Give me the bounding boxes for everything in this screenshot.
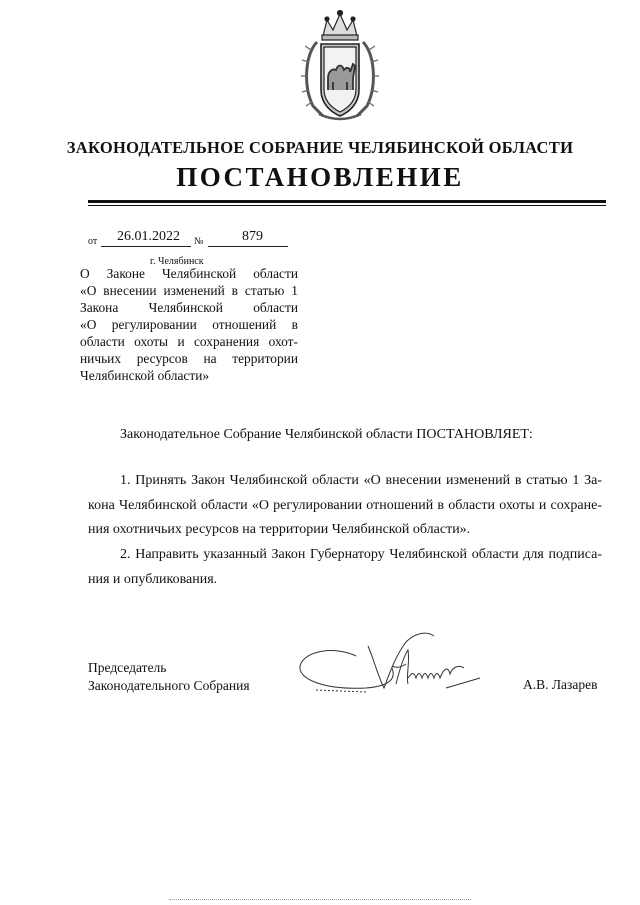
coat-of-arms-icon xyxy=(297,6,383,128)
resolution-item-2 xyxy=(88,543,602,592)
document-subject xyxy=(80,265,298,384)
document-number: 879 xyxy=(242,229,263,244)
page-bottom-dotted-line xyxy=(169,898,471,900)
subject-line: О Законе Челябинской области xyxy=(80,266,298,281)
header-divider-thick xyxy=(88,200,606,203)
organization-title: ЗАКОНОДАТЕЛЬНОЕ СОБРАНИЕ ЧЕЛЯБИНСКОЙ ОБЛАСТИ xyxy=(66,138,574,157)
header-divider-thin xyxy=(88,205,606,206)
paragraph-line: 1. Принять Закон Челябинской области «О внесении изменений в статью 1 За- xyxy=(120,473,602,488)
number-label: № xyxy=(194,236,204,247)
position-line: Председатель xyxy=(88,660,167,675)
paragraph-line: ния и опубликования. xyxy=(88,571,218,587)
city-label: г. Челябинск xyxy=(150,256,204,267)
paragraph-line: ния охотничьих ресурсов на территории Челябинской области». xyxy=(88,522,471,537)
number-underline xyxy=(208,245,288,247)
document-date: 26.01.2022 xyxy=(117,229,180,244)
subject-line: «О регулировании отношений в xyxy=(80,317,298,332)
resolution-item-1 xyxy=(88,469,602,543)
subject-line: Закона Челябинской области xyxy=(80,300,298,315)
handwritten-signature-icon xyxy=(296,628,488,698)
from-label: от xyxy=(88,236,98,247)
signatory-name: А.В. Лазарев xyxy=(523,677,598,692)
paragraph-line: кона Челябинской области «О регулировании отношений в области охоты и сохране- xyxy=(88,497,602,513)
position-line: Законодательного Собрания xyxy=(88,678,250,693)
subject-line: ничьих ресурсов на территории xyxy=(80,351,298,366)
signatory-position xyxy=(88,659,250,695)
document-type-title: ПОСТАНОВЛЕНИЕ xyxy=(176,162,464,192)
paragraph-line: 2. Направить указанный Закон Губернатору Челябинской области для подписа- xyxy=(120,547,602,562)
subject-line: области охоты и сохранения охот- xyxy=(80,334,298,349)
subject-line: Челябинской области» xyxy=(80,368,210,383)
subject-line: «О внесении изменений в статью 1 xyxy=(80,283,298,298)
resolves-statement: Законодательное Собрание Челябинской области ПОСТАНОВЛЯЕТ: xyxy=(120,427,533,442)
date-underline xyxy=(101,245,191,247)
